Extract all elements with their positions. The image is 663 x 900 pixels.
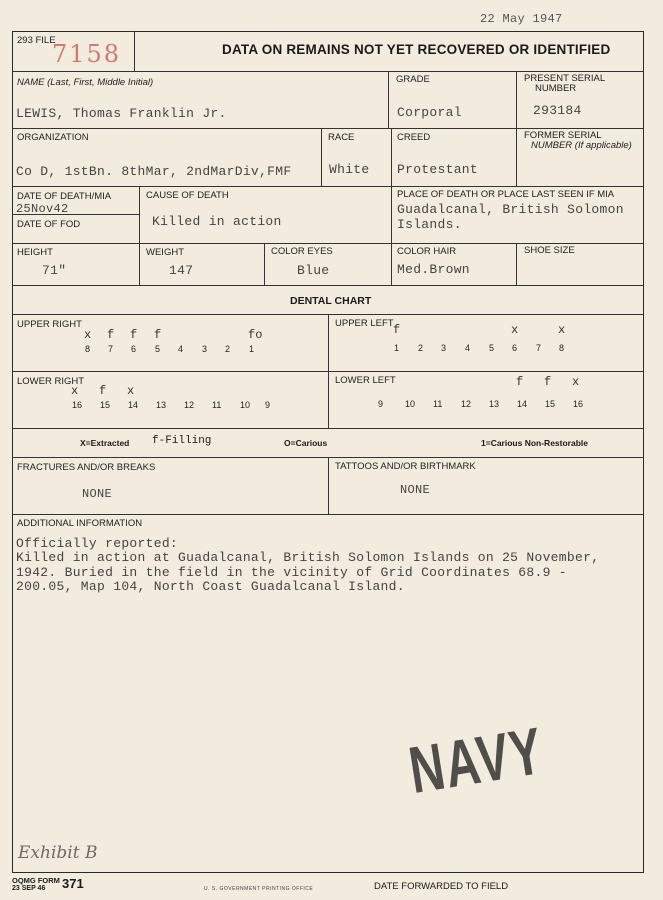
additional-info-label: ADDITIONAL INFORMATION (17, 518, 143, 529)
height-label: HEIGHT (17, 247, 53, 258)
creed-value: Protestant (397, 162, 479, 177)
eyes-value: Blue (297, 263, 330, 278)
tooth-number: 10 (405, 399, 416, 409)
tooth-mark: x (127, 384, 135, 398)
tooth-number: 4 (178, 344, 184, 354)
file-number: 7158 (52, 40, 122, 68)
form-title: DATA ON REMAINS NOT YET RECOVERED OR IDENTIFIED (222, 42, 611, 57)
stamp-date: 22 May 1947 (480, 12, 563, 26)
navy-stamp: NAVY (404, 712, 549, 808)
file-label: 293 FILE (17, 35, 56, 46)
date-forwarded-label: DATE FORWARDED TO FIELD (374, 881, 509, 892)
tooth-mark: f (154, 328, 162, 342)
tooth-number: 15 (100, 400, 111, 410)
tooth-mark: f (107, 328, 115, 342)
tooth-number: 4 (465, 343, 471, 353)
additional-line: Officially reported: (16, 536, 179, 551)
tooth-mark: f (393, 323, 401, 337)
weight-value: 147 (169, 263, 194, 278)
rule (12, 285, 644, 286)
grade-value: Corporal (397, 105, 462, 120)
tooth-number: 5 (155, 344, 161, 354)
rule (516, 243, 517, 285)
place-of-death-line-2: Islands. (397, 217, 462, 232)
rule (139, 186, 140, 285)
name-value: LEWIS, Thomas Franklin Jr. (16, 106, 227, 121)
tooth-number: 8 (85, 344, 91, 354)
tattoos-label: TATTOOS AND/OR BIRTHMARK (335, 461, 476, 472)
place-of-death-label: PLACE OF DEATH OR PLACE LAST SEEN IF MIA (397, 189, 615, 200)
legend-extracted: X=Extracted (80, 438, 130, 448)
lower-right-label: LOWER RIGHT (17, 376, 85, 387)
upper-left-label: UPPER LEFT (335, 318, 394, 329)
tooth-number: 7 (536, 343, 542, 353)
rule (321, 128, 322, 186)
tooth-number: 14 (128, 400, 139, 410)
date-of-death-value: 25Nov42 (16, 202, 69, 216)
tooth-mark: fo (248, 328, 263, 342)
weight-label: WEIGHT (146, 247, 184, 258)
dental-chart-title: DENTAL CHART (290, 295, 372, 307)
date-of-fod-label: DATE OF FOD (17, 219, 81, 230)
serial-label-1: PRESENT SERIAL (524, 73, 606, 84)
rule (264, 243, 265, 285)
additional-line: 1942. Buried in the field in the vicinity of Grid Coordinates 68.9 - (16, 565, 567, 580)
organization-label: ORGANIZATION (17, 132, 89, 143)
tooth-number: 16 (573, 399, 584, 409)
rule (12, 428, 644, 429)
legend-filling: f-Filling (152, 435, 212, 447)
name-label: NAME (Last, First, Middle Initial) (17, 77, 154, 88)
tooth-number: 9 (378, 399, 384, 409)
tooth-number: 14 (517, 399, 528, 409)
rule (12, 243, 644, 244)
place-of-death-line-1: Guadalcanal, British Solomon (397, 202, 624, 217)
tooth-number: 12 (184, 400, 195, 410)
tooth-mark: x (511, 323, 519, 337)
shoe-size-label: SHOE SIZE (524, 245, 575, 256)
form-number: 371 (62, 876, 84, 891)
rule (391, 128, 392, 285)
tooth-number: 6 (512, 343, 518, 353)
tooth-mark: f (130, 328, 138, 342)
tooth-number: 1 (249, 344, 255, 354)
tooth-number: 3 (202, 344, 208, 354)
cause-of-death-value: Killed in action (152, 214, 282, 229)
creed-label: CREED (397, 132, 431, 143)
legend-non-restorable: 1=Carious Non-Restorable (481, 438, 588, 448)
rule (12, 186, 644, 187)
tooth-number: 1 (394, 343, 400, 353)
legend-carious: O=Carious (284, 438, 328, 448)
tooth-number: 2 (225, 344, 231, 354)
rule (12, 128, 644, 129)
former-serial-label-2: NUMBER (If applicable) (531, 140, 632, 151)
tooth-mark: x (572, 375, 580, 389)
tooth-number: 2 (418, 343, 424, 353)
serial-value: 293184 (533, 103, 582, 118)
date-of-death-label: DATE OF DEATH/MIA (17, 191, 112, 202)
fractures-value: NONE (82, 487, 113, 501)
tooth-mark: f (99, 384, 107, 398)
hair-value: Med.Brown (397, 262, 470, 277)
tooth-mark: x (558, 323, 566, 337)
tooth-number: 10 (240, 400, 251, 410)
tooth-mark: x (71, 384, 79, 398)
tooth-number: 13 (156, 400, 167, 410)
former-serial-label-1: FORMER SERIAL (524, 130, 602, 141)
tattoos-value: NONE (400, 483, 431, 497)
exhibit-signature: Exhibit B (18, 843, 98, 863)
organization-value: Co D, 1stBn. 8thMar, 2ndMarDiv,FMF (16, 164, 292, 179)
tooth-number: 11 (212, 400, 222, 410)
printing-office: U. S. GOVERNMENT PRINTING OFFICE (204, 886, 314, 892)
fractures-label: FRACTURES AND/OR BREAKS (17, 462, 156, 473)
rule (328, 314, 329, 428)
form-frame (12, 31, 644, 873)
rule (12, 514, 644, 515)
tooth-mark: f (516, 375, 524, 389)
form-code-2: 23 SEP 46 (12, 885, 46, 892)
tooth-number: 7 (108, 344, 114, 354)
tooth-number: 15 (545, 399, 556, 409)
race-label: RACE (328, 132, 355, 143)
rule (388, 71, 389, 128)
rule (328, 457, 329, 514)
tooth-number: 8 (559, 343, 565, 353)
grade-label: GRADE (396, 74, 430, 85)
race-value: White (329, 162, 370, 177)
height-value: 71" (42, 263, 67, 278)
form-code-1: OQMG FORM (12, 876, 60, 885)
tooth-mark: f (544, 375, 552, 389)
rule (12, 71, 644, 72)
tooth-number: 13 (489, 399, 500, 409)
tooth-number: 9 (265, 400, 271, 410)
tooth-number: 5 (489, 343, 495, 353)
additional-line: Killed in action at Guadalcanal, British Solomon Islands on 25 November, (16, 550, 600, 565)
lower-left-label: LOWER LEFT (335, 375, 396, 386)
tooth-number: 12 (461, 399, 472, 409)
additional-line: 200.05, Map 104, North Coast Guadalcanal Island. (16, 579, 405, 594)
tooth-number: 11 (433, 399, 443, 409)
tooth-number: 16 (72, 400, 83, 410)
upper-right-label: UPPER RIGHT (17, 319, 82, 330)
tooth-mark: x (84, 328, 92, 342)
tooth-number: 3 (441, 343, 447, 353)
rule (516, 71, 517, 186)
eyes-label: COLOR EYES (271, 246, 333, 257)
cause-of-death-label: CAUSE OF DEATH (146, 190, 229, 201)
serial-label-2: NUMBER (535, 83, 577, 94)
hair-label: COLOR HAIR (397, 246, 457, 257)
rule (134, 31, 135, 71)
tooth-number: 6 (131, 344, 137, 354)
